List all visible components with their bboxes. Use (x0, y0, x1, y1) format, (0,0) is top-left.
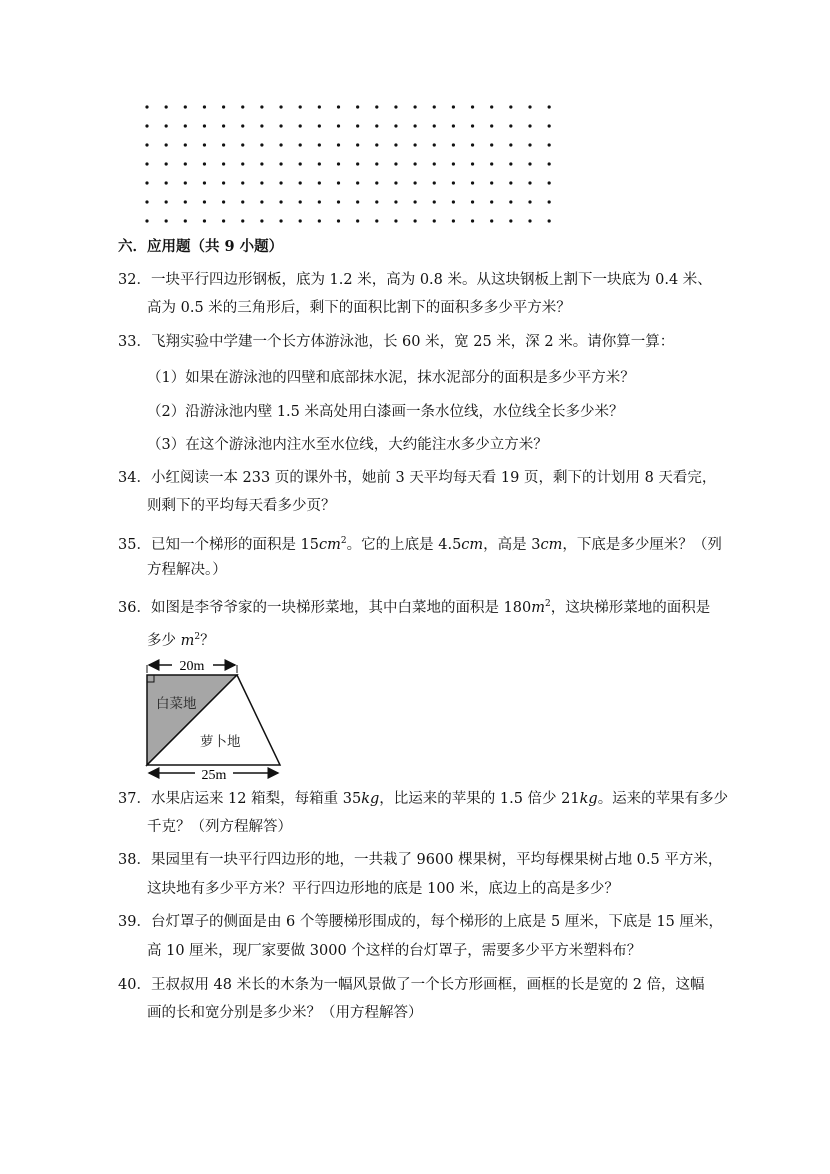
grid-dot (471, 105, 474, 108)
grid-dot (299, 219, 302, 222)
grid-dot (203, 162, 206, 165)
grid-dot (414, 181, 417, 184)
grid-dot (414, 143, 417, 146)
grid-dot (184, 181, 187, 184)
grid-dot (184, 143, 187, 146)
grid-dot (222, 181, 225, 184)
grid-dot (337, 200, 340, 203)
grid-dot (222, 219, 225, 222)
grid-dot (490, 105, 493, 108)
grid-dot (356, 143, 359, 146)
grid-dot (548, 200, 551, 203)
grid-dot (260, 143, 263, 146)
grid-dot (145, 105, 148, 108)
grid-dot (356, 162, 359, 165)
grid-dot (471, 181, 474, 184)
grid-dot (528, 162, 531, 165)
grid-dot (260, 105, 263, 108)
text: ，这块梯形菜地的面积是 (550, 599, 711, 616)
grid-dot (260, 181, 263, 184)
grid-dot (203, 219, 206, 222)
grid-dot (165, 124, 168, 127)
grid-dot (279, 143, 282, 146)
grid-dot (394, 181, 397, 184)
grid-dot (356, 181, 359, 184)
grid-dot (279, 124, 282, 127)
grid-dot (241, 219, 244, 222)
question-35-line1 (118, 532, 722, 554)
grid-dot (222, 124, 225, 127)
question-38-line2: 这块地有多少平方米？平行四边形地的底是 100 米，底边上的高是多少？ (147, 881, 619, 897)
grid-dot (394, 124, 397, 127)
grid-dot (548, 124, 551, 127)
question-35-line2: 方程解决。） (147, 562, 227, 578)
grid-dot (394, 143, 397, 146)
grid-dot (241, 200, 244, 203)
grid-dot (318, 162, 321, 165)
grid-dot (356, 219, 359, 222)
grid-dot (184, 162, 187, 165)
question-40-line2: 画的长和宽分别是多少米？（用方程解答） (147, 1005, 423, 1021)
grid-dot (241, 105, 244, 108)
unit: m (180, 632, 195, 649)
grid-dot (318, 181, 321, 184)
unit: m (531, 599, 545, 616)
grid-dot (452, 124, 455, 127)
grid-dot (299, 124, 302, 127)
grid-dot (165, 181, 168, 184)
grid-dot (279, 200, 282, 203)
grid-dot (241, 162, 244, 165)
grid-dot (337, 219, 340, 222)
unit: cm (540, 536, 563, 553)
grid-dot (433, 200, 436, 203)
question-39-line1: 39．台灯罩子的侧面是由 6 个等腰梯形围成的，每个梯形的上底是 5 厘米，下底是 15 厘米， (118, 914, 724, 930)
grid-dot (222, 105, 225, 108)
text: 。它的上底是 4.5 (346, 536, 462, 553)
grid-dot (184, 200, 187, 203)
text: ，比运来的苹果的 1.5 倍少 21 (379, 791, 580, 807)
grid-dot (279, 181, 282, 184)
bottom-dimension-label: 25m (201, 768, 227, 783)
question-37-line2: 千克？（列方程解答） (147, 819, 292, 835)
grid-dot (299, 181, 302, 184)
grid-dot (260, 200, 263, 203)
grid-dot (356, 105, 359, 108)
question-32-line2: 高为 0.5 米的三角形后，剩下的面积比割下的面积多多少平方米？ (147, 300, 571, 316)
grid-dot (299, 105, 302, 108)
grid-dot (528, 105, 531, 108)
grid-dot (509, 181, 512, 184)
grid-dot (433, 143, 436, 146)
exponent: 2 (544, 599, 551, 609)
grid-dot (145, 124, 148, 127)
dot-grid (0, 0, 830, 240)
trapezoid-figure (140, 655, 300, 785)
grid-dot (299, 143, 302, 146)
grid-dot (528, 181, 531, 184)
grid-dot (509, 200, 512, 203)
grid-dot (433, 105, 436, 108)
grid-dot (241, 143, 244, 146)
top-dimension-label: 20m (179, 659, 205, 674)
grid-dot (203, 105, 206, 108)
grid-dot (337, 143, 340, 146)
grid-dot (375, 143, 378, 146)
question-38-line1: 38．果园里有一块平行四边形的地，一共栽了 9600 棵果树，平均每棵果树占地 0.5 平方米， (118, 852, 723, 868)
question-33-line1: 33．飞翔实验中学建一个长方体游泳池，长 60 米，宽 25 米，深 2 米。请你算一算： (118, 334, 675, 350)
grid-dot (414, 124, 417, 127)
grid-dot (490, 181, 493, 184)
grid-dot (299, 162, 302, 165)
question-34-line2: 则剩下的平均每天看多少页？ (147, 498, 336, 514)
grid-dot (165, 105, 168, 108)
text: ？ (200, 632, 215, 649)
text: ，下底是多少厘米？（列 (562, 536, 722, 553)
grid-dot (165, 200, 168, 203)
text: 37．水果店运来 12 箱梨，每箱重 35 (118, 791, 362, 807)
grid-dot (165, 143, 168, 146)
grid-dot (260, 219, 263, 222)
question-33-sub3: （3）在这个游泳池内注水至水位线，大约能注水多少立方米？ (147, 437, 548, 453)
grid-dot (490, 143, 493, 146)
grid-dot (528, 219, 531, 222)
grid-dot (279, 162, 282, 165)
grid-dot (203, 181, 206, 184)
grid-dot (279, 105, 282, 108)
grid-dot (375, 105, 378, 108)
section-heading: 六．应用题（共 9 小题） (118, 238, 284, 255)
grid-dot (260, 124, 263, 127)
grid-dot (452, 200, 455, 203)
grid-dot (509, 162, 512, 165)
grid-dot (471, 200, 474, 203)
grid-dot (490, 124, 493, 127)
grid-dot (490, 200, 493, 203)
grid-dot (394, 105, 397, 108)
grid-dot (145, 143, 148, 146)
grid-dot (394, 219, 397, 222)
grid-dot (548, 143, 551, 146)
grid-dot (375, 200, 378, 203)
grid-dot (490, 219, 493, 222)
grid-dot (414, 105, 417, 108)
grid-dot (433, 124, 436, 127)
grid-dot (145, 162, 148, 165)
question-36-line2 (147, 628, 215, 650)
text: 。运来的苹果有多少 (597, 791, 729, 807)
grid-dot (375, 219, 378, 222)
grid-dot (279, 219, 282, 222)
question-40-line1: 40．王叔叔用 48 米长的木条为一幅风景做了一个长方形画框，画框的长是宽的 2 倍，这幅 (118, 977, 705, 993)
grid-dot (452, 105, 455, 108)
question-39-line2: 高 10 厘米，现厂家要做 3000 个这样的台灯罩子，需要多少平方米塑料布？ (147, 943, 642, 959)
unit: cm (461, 536, 484, 553)
grid-dot (299, 200, 302, 203)
grid-dot (203, 200, 206, 203)
question-32-line1: 32．一块平行四边形钢板，底为 1.2 米，高为 0.8 米。从这块钢板上割下一块底为 0.4 米、 (118, 272, 712, 288)
text: 多少 (147, 632, 181, 649)
grid-dot (318, 219, 321, 222)
grid-dot (548, 162, 551, 165)
grid-dot (337, 124, 340, 127)
grid-dot (222, 162, 225, 165)
grid-dot (145, 219, 148, 222)
grid-dot (184, 219, 187, 222)
grid-dot (356, 124, 359, 127)
grid-dot (548, 181, 551, 184)
grid-dot (337, 181, 340, 184)
grid-dot (433, 219, 436, 222)
question-37-line1 (118, 790, 728, 808)
grid-dot (528, 143, 531, 146)
grid-dot (260, 162, 263, 165)
text: ，高是 3 (483, 536, 541, 553)
grid-dot (203, 124, 206, 127)
grid-dot (548, 105, 551, 108)
unit: kg (361, 791, 380, 807)
grid-dot (433, 181, 436, 184)
grid-dot (452, 219, 455, 222)
question-33-sub2: （2）沿游泳池内壁 1.5 米高处用白漆画一条水位线，水位线全长多少米？ (147, 404, 624, 420)
exponent: 2 (340, 536, 347, 546)
grid-dot (184, 124, 187, 127)
grid-dot (337, 162, 340, 165)
grid-dot (203, 143, 206, 146)
text: 35．已知一个梯形的面积是 15 (118, 536, 320, 553)
grid-dot (528, 200, 531, 203)
unit: cm (319, 536, 341, 553)
grid-dot (548, 219, 551, 222)
grid-dot (509, 143, 512, 146)
grid-dot (433, 162, 436, 165)
grid-dot (222, 200, 225, 203)
grid-dot (414, 200, 417, 203)
grid-dot (509, 124, 512, 127)
grid-dot (452, 162, 455, 165)
grid-dot (471, 219, 474, 222)
grid-dot (375, 162, 378, 165)
grid-dot (337, 105, 340, 108)
grid-dot (509, 105, 512, 108)
question-34-line1: 34．小红阅读一本 233 页的课外书，她前 3 天平均每天看 19 页，剩下的计划用 8 天看完， (118, 470, 717, 486)
text: 36．如图是李爷爷家的一块梯形菜地，其中白菜地的面积是 180 (118, 599, 532, 616)
grid-dot (394, 162, 397, 165)
grid-dot (509, 219, 512, 222)
grid-dot (452, 143, 455, 146)
grid-dot (394, 200, 397, 203)
grid-dot (414, 162, 417, 165)
grid-dot (318, 124, 321, 127)
radish-label: 萝卜地 (200, 734, 241, 750)
question-33-sub1: （1）如果在游泳池的四壁和底部抹水泥，抹水泥部分的面积是多少平方米？ (147, 370, 635, 386)
grid-dot (165, 162, 168, 165)
grid-dot (375, 124, 378, 127)
grid-dot (222, 143, 225, 146)
grid-dot (528, 124, 531, 127)
exponent: 2 (194, 632, 201, 642)
question-36-line1 (118, 595, 710, 617)
grid-dot (241, 124, 244, 127)
grid-dot (414, 219, 417, 222)
grid-dot (490, 162, 493, 165)
grid-dot (165, 219, 168, 222)
grid-dot (471, 143, 474, 146)
grid-dot (375, 181, 378, 184)
grid-dot (471, 162, 474, 165)
cabbage-label: 白菜地 (156, 696, 197, 712)
grid-dot (318, 143, 321, 146)
grid-dot (318, 105, 321, 108)
grid-dot (145, 181, 148, 184)
grid-dot (356, 200, 359, 203)
grid-dot (452, 181, 455, 184)
grid-dot (471, 124, 474, 127)
unit: kg (579, 791, 598, 807)
grid-dot (145, 200, 148, 203)
grid-dot (318, 200, 321, 203)
grid-dot (184, 105, 187, 108)
grid-dot (241, 181, 244, 184)
